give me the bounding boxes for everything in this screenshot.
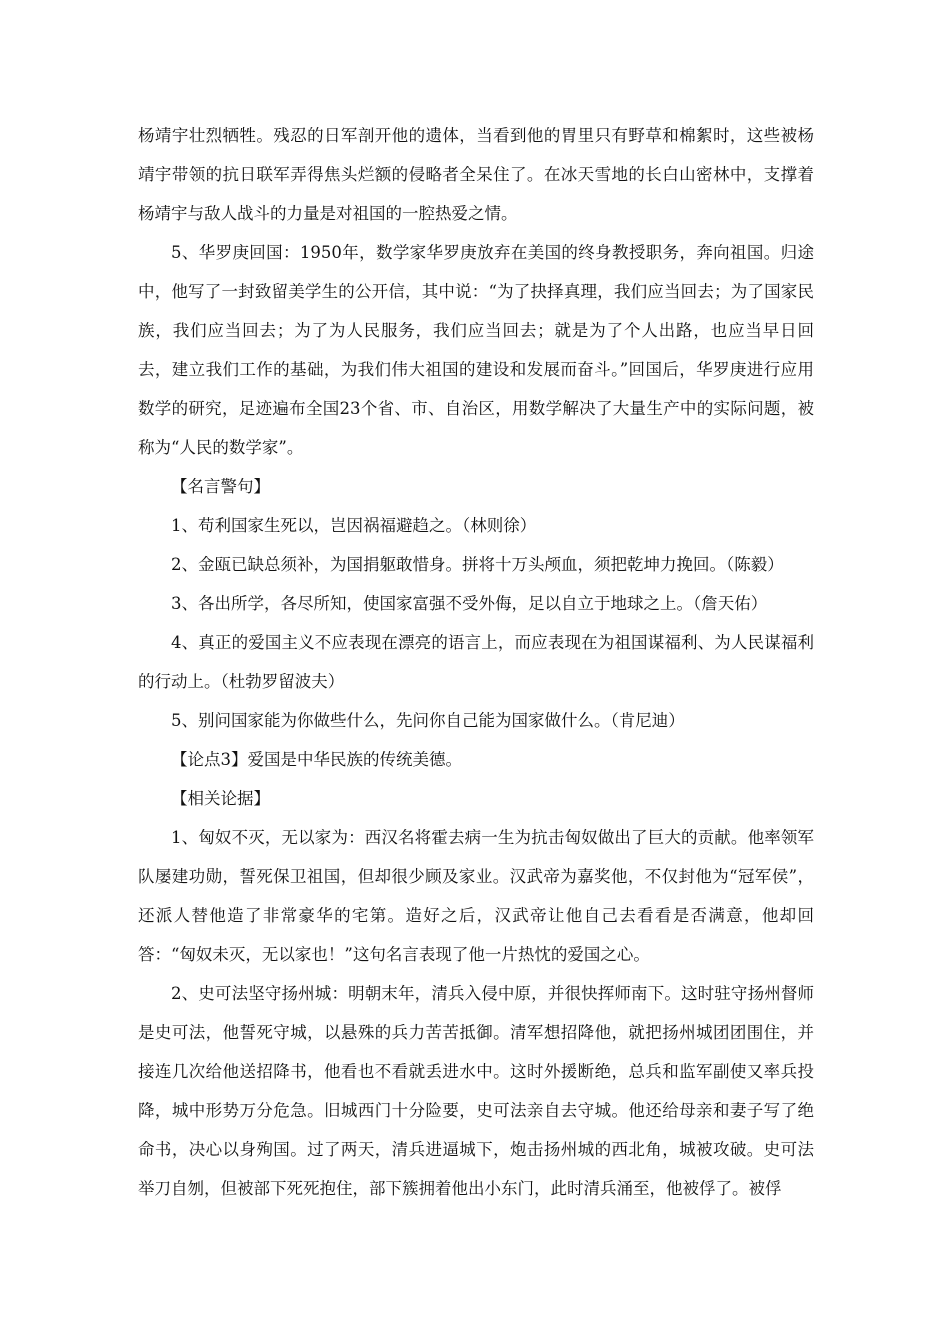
quote-item-2: 2、金瓯已缺总须补，为国捐躯敢惜身。拼将十万头颅血，须把乾坤力挽回。（陈毅）: [171, 555, 784, 574]
quote-item-5: 5、别问国家能为你做些什么，先问你自己能为国家做什么。（肯尼迪）: [171, 711, 685, 730]
paragraph-yang-jingyu-continued: 杨靖宇壮烈牺牲。残忍的日军剖开他的遗体，当看到他的胃里只有野草和棉絮时，这些被杨靖宇带领的抗日联军弄得焦头烂额的侵略者全呆住了。在冰天雪地的长白山密林中，支撑着杨靖宇与敌人战斗的力量是对祖国的一腔热爱之情。: [138, 126, 814, 223]
quote-item-1: 1、苟利国家生死以，岂因祸福避趋之。（林则徐）: [171, 516, 537, 535]
section-heading-evidence: 【相关论据】: [171, 789, 270, 808]
quote-item-3: 3、各出所学，各尽所知，使国家富强不受外侮，足以自立于地球之上。（詹天佑）: [171, 594, 768, 613]
quote-item-4: 4、真正的爱国主义不应表现在漂亮的语言上，而应表现在为祖国谋福利、为人民谋福利的行动上。（杜勃罗留波夫）: [138, 633, 814, 691]
section-heading-quotes: 【名言警句】: [171, 477, 270, 496]
document-body: [138, 116, 814, 1208]
argument-3-heading: 【论点3】爱国是中华民族的传统美德。: [171, 750, 462, 769]
paragraph-shi-kefa: 2、史可法坚守扬州城：明朝末年，清兵入侵中原，并很快挥师南下。这时驻守扬州督师是史可法，他誓死守城，以悬殊的兵力苦苦抵御。清军想招降他，就把扬州城团团围住，并接连几次给他送招降书，他看也不看就丢进水中。这时外援断绝，总兵和监军副使又率兵投降，城中形势万分危急。旧城西门十分险要，史可法亲自去守城。他还给母亲和妻子写了绝命书，决心以身殉国。过了两天，清兵进逼城下，炮击扬州城的西北角，城被攻破。史可法举刀自刎，但被部下死死抱住，部下簇拥着他出小东门，此时清兵涌至，他被俘了。被俘: [138, 984, 814, 1198]
paragraph-huo-qubing: 1、匈奴不灭，无以家为：西汉名将霍去病一生为抗击匈奴做出了巨大的贡献。他率领军队屡建功勋，誓死保卫祖国，但却很少顾及家业。汉武帝为嘉奖他，不仅封他为“冠军侯”，还派人替他造了非常豪华的宅第。造好之后，汉武帝让他自己去看看是否满意，他却回答：“匈奴未灭，无以家也！”这句名言表现了他一片热忱的爱国之心。: [138, 828, 814, 964]
paragraph-hua-luogeng: 5、华罗庚回国：1950年，数学家华罗庚放弃在美国的终身教授职务，奔向祖国。归途中，他写了一封致留美学生的公开信，其中说：“为了抉择真理，我们应当回去；为了国家民族，我们应当回去；为了为人民服务，我们应当回去；就是为了个人出路，也应当早日回去，建立我们工作的基础，为我们伟大祖国的建设和发展而奋斗。”回国后，华罗庚进行应用数学的研究，足迹遍布全国23个省、市、自治区，用数学解决了大量生产中的实际问题，被称为“人民的数学家”。: [138, 243, 814, 457]
